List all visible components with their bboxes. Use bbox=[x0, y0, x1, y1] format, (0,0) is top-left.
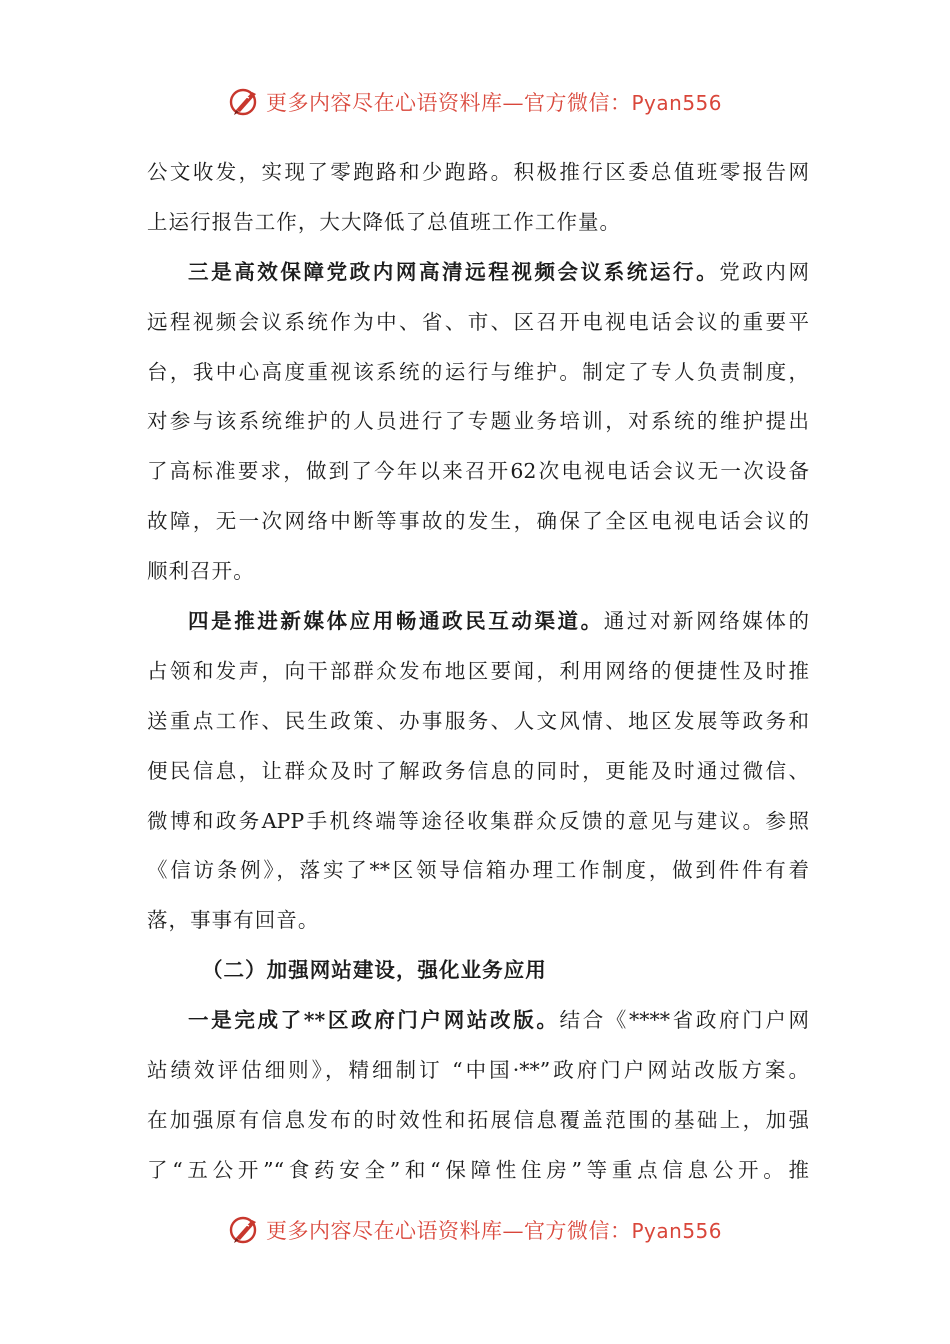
text-line: 便民信息，让群众及时了解政务信息的同时，更能及时通过微信、 bbox=[147, 758, 809, 783]
text-line: 落，事事有回音。 bbox=[147, 908, 320, 933]
text-line: 远程视频会议系统作为中、省、市、区召开电视电话会议的重要平 bbox=[147, 309, 809, 334]
bold-lead: 四是推进新媒体应用畅通政民互动渠道。 bbox=[188, 609, 604, 634]
text-line: 《信访条例》，落实了**区领导信箱办理工作制度，做到件件有着 bbox=[147, 858, 809, 883]
text-line: 顺利召开。 bbox=[147, 559, 255, 584]
document-body bbox=[147, 148, 809, 1196]
text-line: 对参与该系统维护的人员进行了专题业务培训，对系统的维护提出 bbox=[147, 409, 809, 434]
header-banner bbox=[0, 82, 950, 122]
paragraph-heading-line bbox=[147, 996, 809, 1046]
text-run: 通过对新网络媒体的 bbox=[603, 609, 810, 634]
text-line: 微博和政务APP手机终端等途径收集群众反馈的意见与建议。参照 bbox=[147, 808, 809, 833]
paragraph-heading-line bbox=[147, 248, 809, 298]
text-line: 故障，无一次网络中断等事故的发生，确保了全区电视电话会议的 bbox=[147, 509, 809, 534]
bold-lead: 一是完成了**区政府门户网站改版。 bbox=[188, 1008, 560, 1033]
banner-text: 更多内容尽在心语资料库—官方微信：Pyan556 bbox=[265, 1219, 722, 1243]
text-line: 站绩效评估细则》，精细制订 “中国·**”政府门户网站改版方案。 bbox=[147, 1058, 809, 1083]
text-line: 送重点工作、民生政策、办事服务、人文风情、地区发展等政务和 bbox=[147, 708, 809, 733]
text-run: 党政内网 bbox=[719, 259, 810, 284]
text-run: 结合《****省政府门户网 bbox=[559, 1008, 809, 1033]
pen-logo-icon bbox=[228, 1213, 262, 1247]
footer-banner bbox=[0, 1210, 950, 1250]
text-line: 上运行报告工作，大大降低了总值班工作工作量。 bbox=[147, 209, 622, 234]
pen-logo-icon bbox=[228, 85, 262, 119]
section-heading bbox=[147, 946, 809, 996]
wechat-id: Pyan556 bbox=[631, 91, 722, 115]
text-line: 在加强原有信息发布的时效性和拓展信息覆盖范围的基础上，加强 bbox=[147, 1107, 809, 1132]
wechat-id: Pyan556 bbox=[631, 1219, 722, 1243]
section-title: （二）加强网站建设，强化业务应用 bbox=[202, 958, 547, 983]
bold-lead: 三是高效保障党政内网高清远程视频会议系统运行。 bbox=[188, 259, 720, 284]
text-line: 占领和发声，向干部群众发布地区要闻，利用网络的便捷性及时推 bbox=[147, 658, 809, 683]
text-line: 台，我中心高度重视该系统的运行与维护。制定了专人负责制度， bbox=[147, 359, 809, 384]
text-line: 了高标准要求，做到了今年以来召开62次电视电话会议无一次设备 bbox=[147, 459, 809, 484]
text-line: 公文收发，实现了零跑路和少跑路。积极推行区委总值班零报告网 bbox=[147, 160, 809, 184]
text-line: 了“五公开”“食药安全”和“保障性住房”等重点信息公开。推 bbox=[147, 1157, 809, 1182]
banner-text: 更多内容尽在心语资料库—官方微信：Pyan556 bbox=[265, 91, 722, 115]
paragraph-heading-line bbox=[147, 597, 809, 647]
